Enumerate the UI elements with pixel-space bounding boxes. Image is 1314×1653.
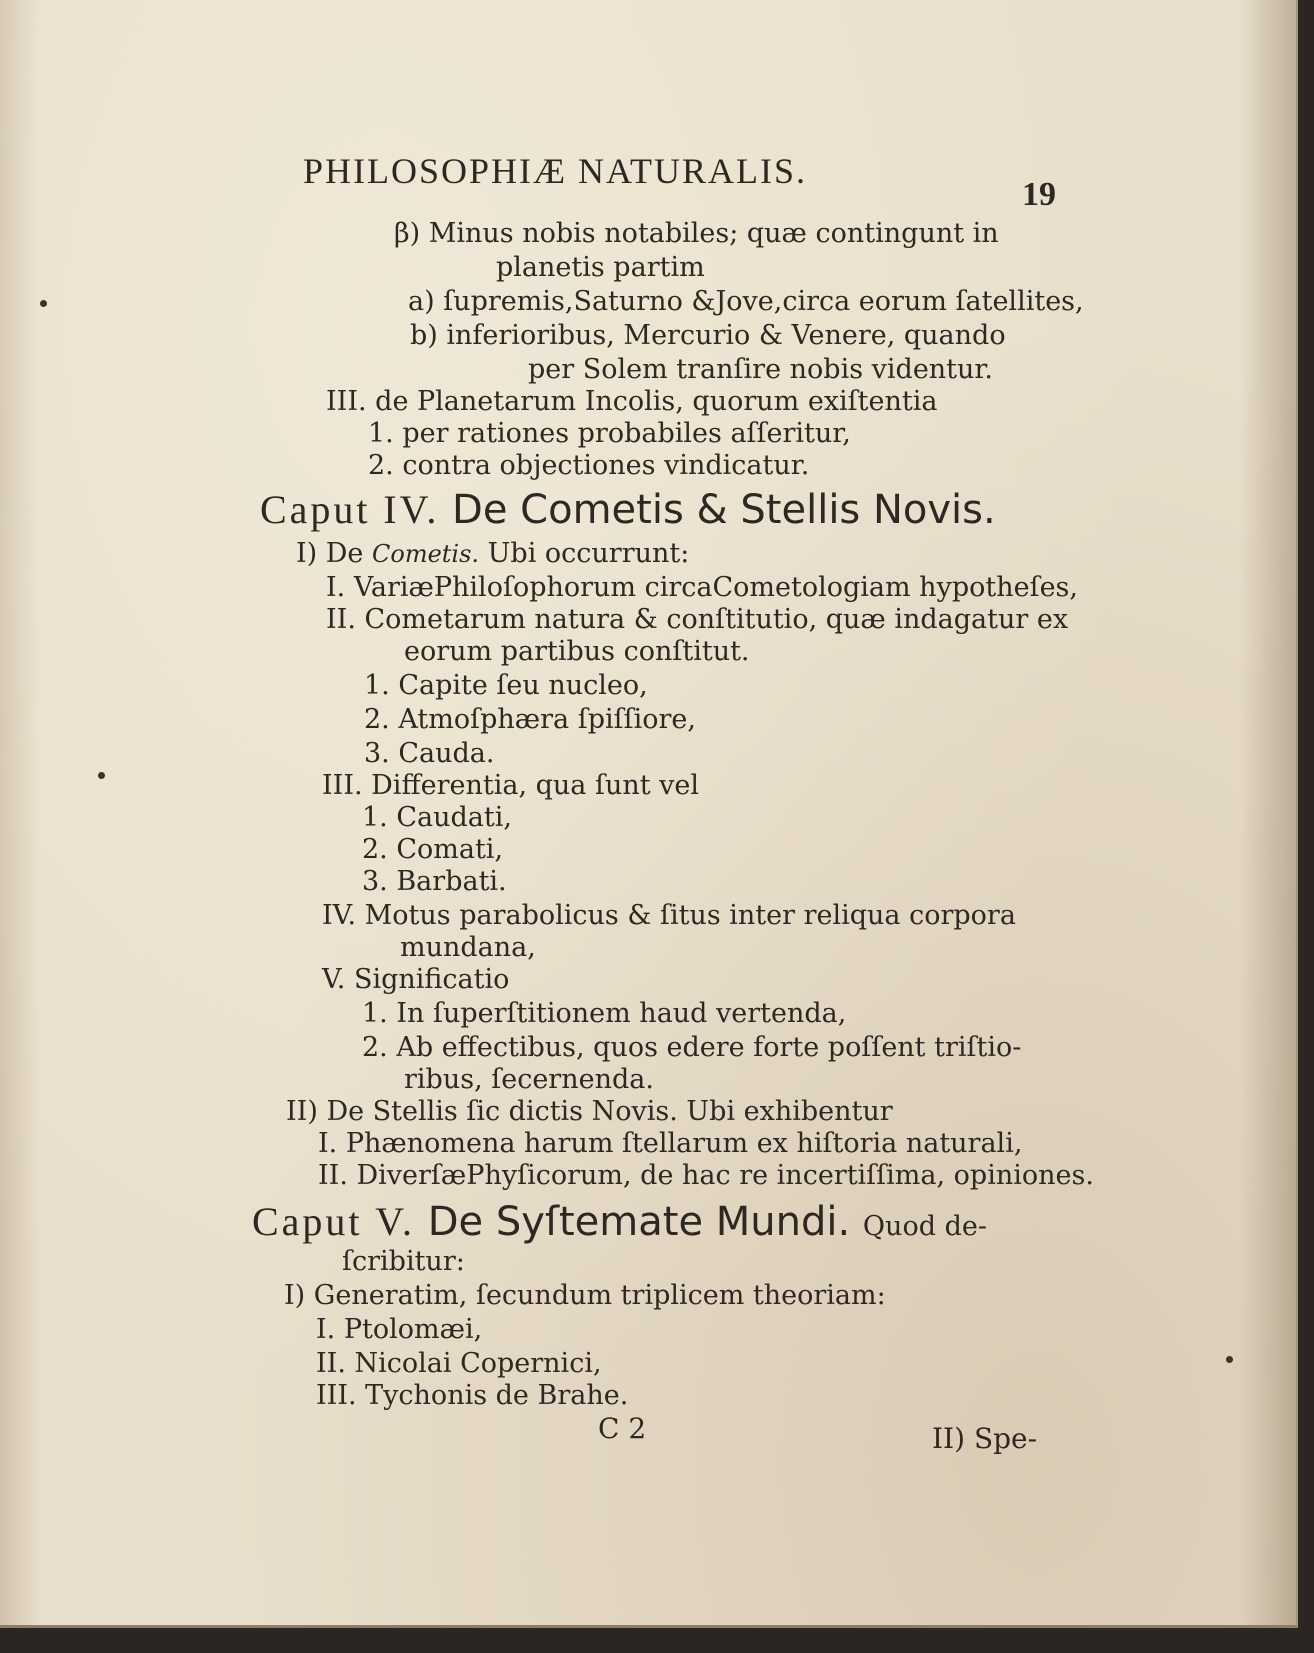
chapter-heading-5 [252,1199,987,1245]
signature-mark: C 2 [598,1412,647,1445]
text-line: 3. Barbati. [362,866,507,897]
text-fragment: Ubi occurrunt: [487,538,690,569]
text-line [296,540,689,567]
chapter-title: De Cometis & Stellis Novis. [452,487,996,533]
chapter-tail: Quod de- [862,1211,987,1242]
text-line: 1. Capite ſeu nucleo, [364,670,648,701]
text-line: II. Cometarum natura & conſtitutio, quæ indagatur ex [326,604,1069,635]
chapter-label: Caput [252,1199,363,1244]
text-line: 1. Caudati, [362,802,512,833]
text-line: b) inferioribus, Mercurio & Venere, quando [410,320,1006,351]
text-line: 2. Ab effectibus, quos edere forte poſſent triſtio- [362,1032,1022,1063]
ink-dot [40,300,47,307]
text-fragment: I) De [296,538,364,569]
italic-word: Cometis. [372,540,480,568]
text-line: IV. Motus parabolicus & ſitus inter reliqua corpora [322,900,1016,931]
running-head: PHILOSOPHIÆ NATURALIS. [303,151,808,191]
chapter-number: IV. [383,487,440,532]
text-line: ribus, ſecernenda. [404,1064,654,1095]
text-line: V. Significatio [322,964,510,995]
text-line: per Solem tranſire nobis videntur. [528,354,993,385]
text-line: 2. contra objectiones vindicatur. [368,450,810,481]
text-line: II) De Stellis ſic dictis Novis. Ubi exhibentur [286,1096,893,1127]
chapter-label: Caput [260,487,371,532]
text-line: III. de Planetarum Incolis, quorum exiſtentia [326,386,938,417]
text-line: II. DiverſæPhyſicorum, de hac re incertiſſima, opiniones. [318,1160,1094,1191]
text-line: I. Phænomena harum ſtellarum ex hiſtoria naturali, [318,1128,1023,1159]
text-line: 1. per rationes probabiles aſſeritur, [368,418,851,449]
text-line: a) ſupremis,Saturno &Jove,circa eorum ſatellites, [408,286,1084,317]
text-line: planetis partim [496,252,705,283]
text-line: β) Minus nobis notabiles; quæ contingunt in [394,218,999,249]
chapter-number: V. [375,1199,415,1244]
text-line: II. Nicolai Copernici, [316,1348,602,1379]
text-line: 1. In ſuperſtitionem haud vertenda, [362,998,847,1029]
catchword: II) Spe- [932,1422,1038,1455]
text-line: mundana, [400,932,536,963]
ink-dot [98,772,105,779]
text-line: I. Ptolomæi, [316,1314,483,1345]
ink-dot [1226,1356,1233,1363]
page-number: 19 [1022,176,1056,213]
text-line: 2. Atmoſphæra ſpiſſiore, [364,704,696,735]
text-line: 3. Cauda. [364,738,495,769]
text-line: eorum partibus conſtitut. [404,636,750,667]
text-line: 2. Comati, [362,834,504,865]
chapter-heading-4 [260,487,996,533]
text-line: III. Tychonis de Brahe. [316,1380,629,1411]
text-line: I. VariæPhiloſophorum circaCometologiam hypotheſes, [326,572,1078,603]
text-line: I) Generatim, ſecundum triplicem theoriam: [284,1280,886,1311]
chapter-title: De Syſtemate Mundi. [427,1199,851,1245]
text-line: ſcribitur: [342,1246,465,1277]
text-line: III. Differentia, qua ſunt vel [322,770,700,801]
